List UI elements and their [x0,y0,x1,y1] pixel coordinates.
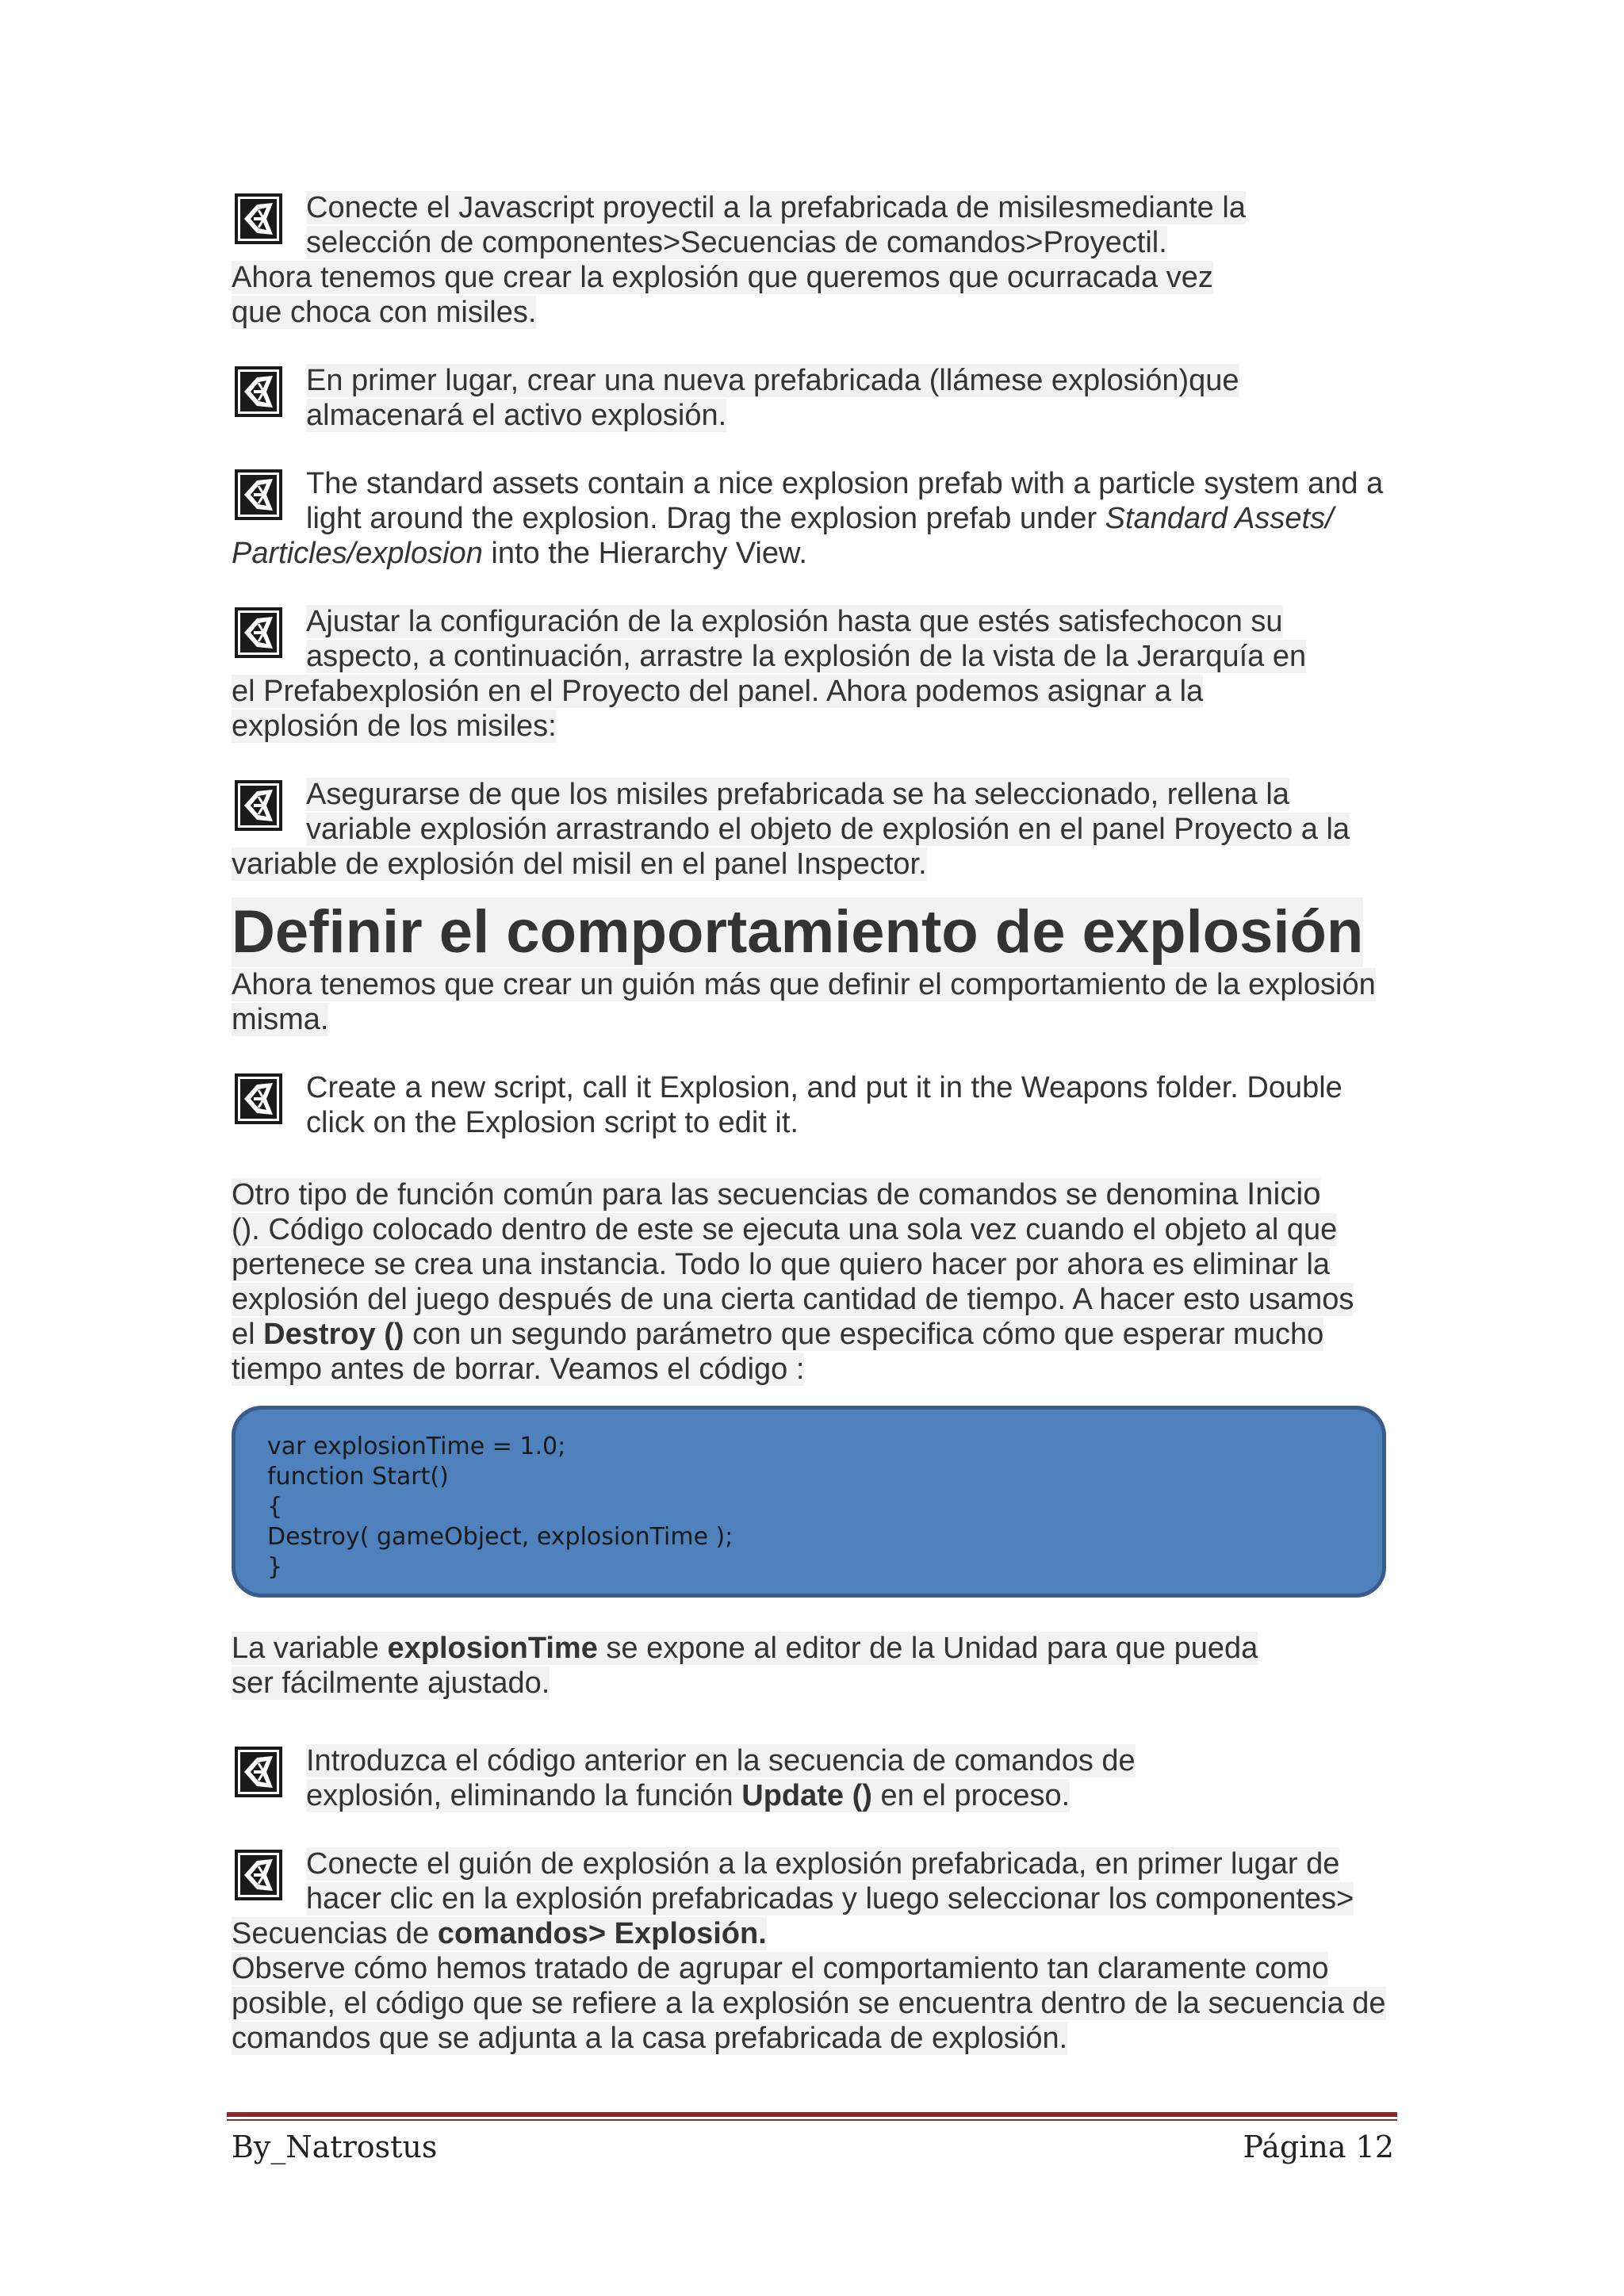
text-line: explosión del juego después de una cierta cantidad de tiempo. A hacer esto usamos [232,1283,1354,1316]
footer-rule-thin [227,2119,1397,2121]
intro-paragraph [232,967,1397,1037]
text-line: misma. [232,1003,329,1036]
text-line: Observe cómo hemos tratado de agrupar el comportamiento tan claramente como [232,1952,1329,1985]
code-line: var explosionTime = 1.0; [267,1433,566,1460]
section-heading: Definir el comportamiento de explosión [232,898,1364,966]
text-line: into the Hierarchy View. [482,537,807,570]
instruction-block-2 [232,363,1397,433]
text-line: que choca con misiles. [232,296,537,329]
text-line: Create a new script, call it Explosion, and put it in the Weapons folder. Double [306,1071,1342,1104]
text-line: Ajustar la configuración de la explosión hasta que estés satisfechocon su [306,605,1283,638]
text-line: almacenará el activo explosión. [306,399,727,432]
code-line: } [267,1553,283,1581]
code-line: function Start() [267,1463,449,1490]
text-line: Inicio [1247,1177,1321,1211]
unity-logo-icon [235,780,282,831]
unity-logo-icon [235,607,282,658]
text-line: en el proceso. [871,1779,1071,1812]
bold-term: Update () [741,1779,872,1812]
italic-path: Standard Assets/ [1105,502,1334,535]
instruction-block-6 [232,1070,1397,1140]
text-line: En primer lugar, crear una nueva prefabricada (llámese explosión)que [306,364,1239,397]
instruction-block-7 [232,1743,1397,1813]
text-line: light around the explosion. Drag the explosion prefab under [306,502,1105,535]
text-line: tiempo antes de borrar. Veamos el código : [232,1353,805,1386]
text-line: (). Código colocado dentro de este se ejecuta una sola vez cuando el objeto al que [232,1213,1338,1246]
unity-logo-icon [235,1850,282,1900]
text-line: el [232,1318,264,1351]
text-line: ser fácilmente ajustado. [232,1667,550,1700]
text-line: Ahora tenemos que crear la explosión que queremos que ocurracada vez [232,261,1213,294]
explosiontime-paragraph [232,1631,1397,1701]
unity-logo-icon [235,1073,282,1124]
unity-logo-icon [235,1747,282,1797]
text-line: selección de componentes>Secuencias de comandos>Proyectil. [306,226,1167,259]
text-line: con un segundo parámetro que especifica cómo que esperar mucho [404,1318,1324,1351]
page-content [232,190,1397,2056]
bold-term: comandos> Explosión. [437,1917,767,1950]
text-line: aspecto, a continuación, arrastre la explosión de la vista de la Jerarquía en [306,640,1307,673]
code-line: { [267,1493,283,1521]
footer-page-number: Página 12 [1243,2130,1394,2164]
text-line: explosión, eliminando la función [306,1779,742,1812]
instruction-block-4 [232,604,1397,744]
code-box [232,1406,1386,1598]
text-line: The standard assets contain a nice explosion prefab with a particle system and a [306,467,1384,500]
text-line: hacer clic en la explosión prefabricadas y luego seleccionar los componentes> [306,1882,1354,1915]
text-line: explosión de los misiles: [232,710,557,743]
instruction-block-8 [232,1846,1397,2056]
text-line: Asegurarse de que los misiles prefabricada se ha seleccionado, rellena la [306,778,1289,811]
text-line: Introduzca el código anterior en la secuencia de comandos de [306,1744,1136,1777]
bold-term: explosionTime [387,1632,598,1665]
unity-logo-icon [235,366,282,417]
instruction-block-5 [232,777,1397,882]
instruction-block-1 [232,190,1397,330]
text-line: click on the Explosion script to edit it. [306,1106,799,1139]
text-line: pertenece se crea una instancia. Todo lo que quiero hacer por ahora es eliminar la [232,1248,1331,1281]
code-line: Destroy( gameObject, explosionTime ); [267,1523,733,1551]
start-function-paragraph [232,1177,1397,1387]
italic-path: Particles/explosion [232,537,483,570]
text-line: La variable [232,1632,388,1665]
bold-term: Destroy () [263,1318,404,1351]
footer-author: By_Natrostus [232,2130,438,2164]
instruction-block-3 [232,466,1397,571]
unity-logo-icon [235,469,282,520]
text-line: se expone al editor de la Unidad para que pueda [597,1632,1258,1665]
text-line: posible, el código que se refiere a la explosión se encuentra dentro de la secuencia de [232,1987,1386,2020]
text-line: Ahora tenemos que crear un guión más que definir el comportamiento de la explosión [232,968,1376,1001]
text-line: el Prefabexplosión en el Proyecto del panel. Ahora podemos asignar a la [232,675,1204,708]
text-line: variable de explosión del misil en el panel Inspector. [232,848,927,881]
text-line: Secuencias de [232,1917,438,1950]
footer-rule [227,2112,1397,2117]
unity-logo-icon [235,193,282,244]
text-line: comandos que se adjunta a la casa prefabricada de explosión. [232,2022,1068,2055]
text-line: Conecte el guión de explosión a la explosión prefabricada, en primer lugar de [306,1847,1340,1881]
text-line: variable explosión arrastrando el objeto de explosión en el panel Proyecto a la [306,813,1350,846]
text-line: Conecte el Javascript proyectil a la prefabricada de misilesmediante la [306,191,1246,224]
text-line: Otro tipo de función común para las secuencias de comandos se denomina [232,1178,1247,1211]
